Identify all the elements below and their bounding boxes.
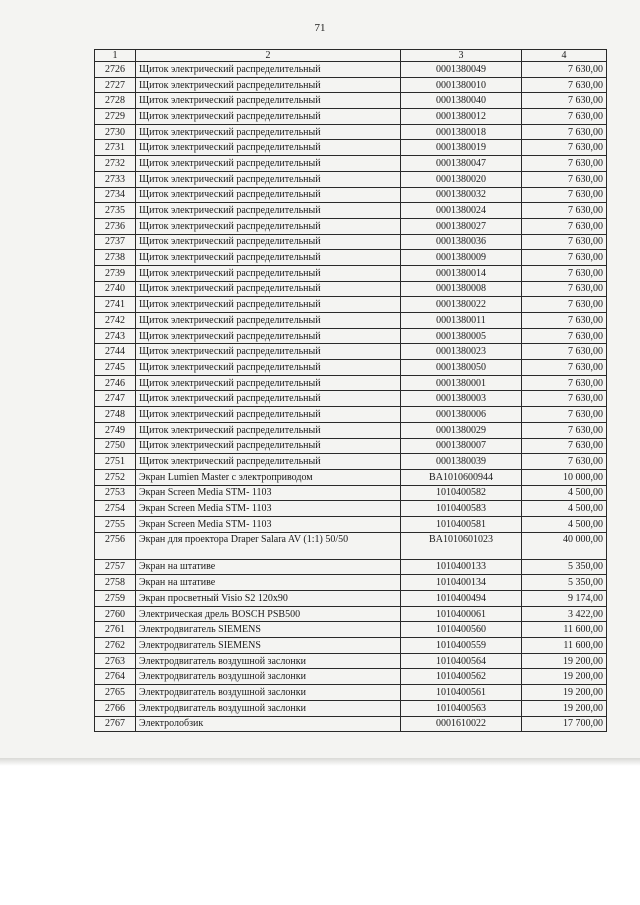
table-row <box>95 391 607 407</box>
table-row <box>95 591 607 607</box>
item-name: Экран на штативе <box>136 575 401 591</box>
row-number: 2735 <box>95 203 136 219</box>
item-name: Экран Screen Media STM- 1103 <box>136 501 401 517</box>
table-row <box>95 109 607 125</box>
item-cost: 7 630,00 <box>522 281 607 297</box>
row-number: 2764 <box>95 669 136 685</box>
item-cost: 7 630,00 <box>522 344 607 360</box>
table-row <box>95 250 607 266</box>
row-number: 2728 <box>95 93 136 109</box>
row-number: 2744 <box>95 344 136 360</box>
row-number: 2749 <box>95 422 136 438</box>
item-cost: 7 630,00 <box>522 438 607 454</box>
table-row <box>95 422 607 438</box>
item-name: Щиток электрический распределительный <box>136 234 401 250</box>
header-col-4: 4 <box>522 50 607 62</box>
item-name: Щиток электрический распределительный <box>136 140 401 156</box>
row-number: 2759 <box>95 591 136 607</box>
row-number: 2755 <box>95 516 136 532</box>
row-number: 2746 <box>95 375 136 391</box>
row-number: 2731 <box>95 140 136 156</box>
table-row <box>95 360 607 376</box>
row-number: 2738 <box>95 250 136 266</box>
item-name: Электродвигатель воздушной заслонки <box>136 685 401 701</box>
table-row <box>95 62 607 78</box>
table-row <box>95 328 607 344</box>
item-cost: 7 630,00 <box>522 297 607 313</box>
table-row <box>95 187 607 203</box>
item-cost: 4 500,00 <box>522 516 607 532</box>
item-name: Электродвигатель воздушной заслонки <box>136 669 401 685</box>
inventory-code: 0001380049 <box>401 62 522 78</box>
scan-edge <box>0 758 640 766</box>
inventory-code: 0001380018 <box>401 124 522 140</box>
table-row <box>95 653 607 669</box>
table-header-row <box>95 50 607 62</box>
item-cost: 11 600,00 <box>522 622 607 638</box>
row-number: 2742 <box>95 313 136 329</box>
item-name: Экран Lumien Master с электроприводом <box>136 469 401 485</box>
item-cost: 10 000,00 <box>522 469 607 485</box>
table-row <box>95 638 607 654</box>
table-row <box>95 93 607 109</box>
inventory-code: 0001380032 <box>401 187 522 203</box>
item-name: Электролобзик <box>136 716 401 732</box>
table-row <box>95 685 607 701</box>
inventory-code: 0001380019 <box>401 140 522 156</box>
item-name: Экран Screen Media STM- 1103 <box>136 485 401 501</box>
row-number: 2756 <box>95 532 136 559</box>
item-name: Экран на штативе <box>136 559 401 575</box>
item-cost: 7 630,00 <box>522 265 607 281</box>
item-cost: 4 500,00 <box>522 485 607 501</box>
row-number: 2767 <box>95 716 136 732</box>
inventory-code: 0001380040 <box>401 93 522 109</box>
row-number: 2734 <box>95 187 136 203</box>
item-name: Щиток электрический распределительный <box>136 77 401 93</box>
page-number: 71 <box>314 22 326 34</box>
item-name: Щиток электрический распределительный <box>136 454 401 470</box>
inventory-code: 0001380012 <box>401 109 522 125</box>
inventory-code: 0001380027 <box>401 218 522 234</box>
item-name: Щиток электрический распределительный <box>136 218 401 234</box>
inventory-code: 1010400134 <box>401 575 522 591</box>
item-cost: 7 630,00 <box>522 250 607 266</box>
item-name: Щиток электрический распределительный <box>136 171 401 187</box>
row-number: 2730 <box>95 124 136 140</box>
inventory-code: 1010400559 <box>401 638 522 654</box>
item-cost: 7 630,00 <box>522 156 607 172</box>
item-cost: 11 600,00 <box>522 638 607 654</box>
header-col-3: 3 <box>401 50 522 62</box>
inventory-code: 0001380022 <box>401 297 522 313</box>
item-name: Щиток электрический распределительный <box>136 265 401 281</box>
inventory-code: 1010400583 <box>401 501 522 517</box>
inventory-code: 1010400561 <box>401 685 522 701</box>
inventory-code: 0001380050 <box>401 360 522 376</box>
table-row <box>95 77 607 93</box>
inventory-code: BA1010600944 <box>401 469 522 485</box>
table-row <box>95 716 607 732</box>
inventory-code: BA1010601023 <box>401 532 522 559</box>
item-name: Щиток электрический распределительный <box>136 93 401 109</box>
table-row <box>95 469 607 485</box>
row-number: 2752 <box>95 469 136 485</box>
item-name: Щиток электрический распределительный <box>136 124 401 140</box>
table-row <box>95 265 607 281</box>
item-name: Щиток электрический распределительный <box>136 250 401 266</box>
item-cost: 7 630,00 <box>522 375 607 391</box>
inventory-code: 0001380008 <box>401 281 522 297</box>
inventory-code: 0001380011 <box>401 313 522 329</box>
inventory-code: 0001380003 <box>401 391 522 407</box>
item-name: Щиток электрический распределительный <box>136 109 401 125</box>
item-name: Экран Screen Media STM- 1103 <box>136 516 401 532</box>
table-row <box>95 606 607 622</box>
row-number: 2766 <box>95 700 136 716</box>
inventory-code: 0001380039 <box>401 454 522 470</box>
row-number: 2727 <box>95 77 136 93</box>
row-number: 2737 <box>95 234 136 250</box>
row-number: 2732 <box>95 156 136 172</box>
row-number: 2726 <box>95 62 136 78</box>
row-number: 2739 <box>95 265 136 281</box>
table-row <box>95 156 607 172</box>
inventory-code: 0001380001 <box>401 375 522 391</box>
item-name: Щиток электрический распределительный <box>136 438 401 454</box>
item-name: Щиток электрический распределительный <box>136 187 401 203</box>
table-row <box>95 218 607 234</box>
row-number: 2753 <box>95 485 136 501</box>
inventory-code: 0001380024 <box>401 203 522 219</box>
item-cost: 5 350,00 <box>522 559 607 575</box>
row-number: 2754 <box>95 501 136 517</box>
row-number: 2762 <box>95 638 136 654</box>
inventory-code: 1010400494 <box>401 591 522 607</box>
item-name: Щиток электрический распределительный <box>136 203 401 219</box>
table-row <box>95 700 607 716</box>
item-cost: 40 000,00 <box>522 532 607 559</box>
table-row <box>95 375 607 391</box>
item-name: Щиток электрический распределительный <box>136 297 401 313</box>
inventory-code: 0001380009 <box>401 250 522 266</box>
table-row <box>95 203 607 219</box>
item-cost: 7 630,00 <box>522 77 607 93</box>
item-name: Щиток электрический распределительный <box>136 422 401 438</box>
table-row <box>95 532 607 559</box>
row-number: 2741 <box>95 297 136 313</box>
inventory-code: 0001380006 <box>401 407 522 423</box>
table-row <box>95 281 607 297</box>
item-name: Электродвигатель SIEMENS <box>136 638 401 654</box>
header-col-2: 2 <box>136 50 401 62</box>
item-name: Щиток электрический распределительный <box>136 344 401 360</box>
inventory-code: 0001380020 <box>401 171 522 187</box>
item-cost: 4 500,00 <box>522 501 607 517</box>
item-name: Экран для проектора Draper Salara AV (1:1) 50/50 <box>136 532 401 559</box>
row-number: 2729 <box>95 109 136 125</box>
inventory-code: 0001380014 <box>401 265 522 281</box>
table-row <box>95 575 607 591</box>
item-cost: 17 700,00 <box>522 716 607 732</box>
inventory-code: 1010400563 <box>401 700 522 716</box>
item-cost: 3 422,00 <box>522 606 607 622</box>
table-row <box>95 559 607 575</box>
inventory-table <box>94 49 607 732</box>
item-cost: 7 630,00 <box>522 328 607 344</box>
inventory-code: 1010400581 <box>401 516 522 532</box>
item-cost: 19 200,00 <box>522 685 607 701</box>
row-number: 2750 <box>95 438 136 454</box>
table-row <box>95 140 607 156</box>
item-cost: 7 630,00 <box>522 109 607 125</box>
item-name: Электрическая дрель BOSCH PSB500 <box>136 606 401 622</box>
inventory-code: 0001610022 <box>401 716 522 732</box>
inventory-code: 1010400582 <box>401 485 522 501</box>
item-cost: 7 630,00 <box>522 62 607 78</box>
row-number: 2757 <box>95 559 136 575</box>
item-cost: 7 630,00 <box>522 422 607 438</box>
item-name: Экран просветный Visio S2 120x90 <box>136 591 401 607</box>
row-number: 2758 <box>95 575 136 591</box>
item-name: Щиток электрический распределительный <box>136 62 401 78</box>
item-cost: 7 630,00 <box>522 187 607 203</box>
item-name: Щиток электрический распределительный <box>136 375 401 391</box>
item-name: Щиток электрический распределительный <box>136 328 401 344</box>
row-number: 2747 <box>95 391 136 407</box>
row-number: 2733 <box>95 171 136 187</box>
item-name: Электродвигатель воздушной заслонки <box>136 700 401 716</box>
header-col-1: 1 <box>95 50 136 62</box>
inventory-code: 0001380005 <box>401 328 522 344</box>
table-row <box>95 171 607 187</box>
item-cost: 19 200,00 <box>522 700 607 716</box>
inventory-code: 0001380023 <box>401 344 522 360</box>
item-cost: 7 630,00 <box>522 124 607 140</box>
item-cost: 7 630,00 <box>522 93 607 109</box>
row-number: 2745 <box>95 360 136 376</box>
row-number: 2743 <box>95 328 136 344</box>
inventory-code: 1010400061 <box>401 606 522 622</box>
item-name: Щиток электрический распределительный <box>136 156 401 172</box>
table-body <box>95 62 607 732</box>
row-number: 2763 <box>95 653 136 669</box>
item-name: Щиток электрический распределительный <box>136 407 401 423</box>
table-row <box>95 438 607 454</box>
item-name: Щиток электрический распределительный <box>136 313 401 329</box>
inventory-code: 0001380010 <box>401 77 522 93</box>
item-name: Электродвигатель SIEMENS <box>136 622 401 638</box>
item-cost: 7 630,00 <box>522 454 607 470</box>
table-row <box>95 485 607 501</box>
row-number: 2765 <box>95 685 136 701</box>
item-cost: 7 630,00 <box>522 171 607 187</box>
table-row <box>95 622 607 638</box>
item-cost: 7 630,00 <box>522 391 607 407</box>
item-cost: 7 630,00 <box>522 360 607 376</box>
row-number: 2760 <box>95 606 136 622</box>
inventory-code: 0001380047 <box>401 156 522 172</box>
item-cost: 7 630,00 <box>522 218 607 234</box>
item-name: Щиток электрический распределительный <box>136 281 401 297</box>
item-cost: 7 630,00 <box>522 234 607 250</box>
item-cost: 7 630,00 <box>522 140 607 156</box>
item-cost: 19 200,00 <box>522 669 607 685</box>
inventory-code: 1010400560 <box>401 622 522 638</box>
item-cost: 7 630,00 <box>522 203 607 219</box>
table-row <box>95 454 607 470</box>
row-number: 2761 <box>95 622 136 638</box>
inventory-code: 0001380029 <box>401 422 522 438</box>
row-number: 2736 <box>95 218 136 234</box>
item-name: Щиток электрический распределительный <box>136 360 401 376</box>
inventory-code: 1010400562 <box>401 669 522 685</box>
table-row <box>95 669 607 685</box>
table-row <box>95 407 607 423</box>
table-row <box>95 297 607 313</box>
item-cost: 5 350,00 <box>522 575 607 591</box>
item-cost: 7 630,00 <box>522 407 607 423</box>
item-name: Электродвигатель воздушной заслонки <box>136 653 401 669</box>
inventory-code: 0001380007 <box>401 438 522 454</box>
table-row <box>95 313 607 329</box>
inventory-code: 0001380036 <box>401 234 522 250</box>
table-row <box>95 344 607 360</box>
table-row <box>95 501 607 517</box>
inventory-code: 1010400133 <box>401 559 522 575</box>
table-row <box>95 516 607 532</box>
item-cost: 7 630,00 <box>522 313 607 329</box>
item-cost: 9 174,00 <box>522 591 607 607</box>
table-row <box>95 124 607 140</box>
table-row <box>95 234 607 250</box>
row-number: 2748 <box>95 407 136 423</box>
row-number: 2751 <box>95 454 136 470</box>
inventory-code: 1010400564 <box>401 653 522 669</box>
item-name: Щиток электрический распределительный <box>136 391 401 407</box>
item-cost: 19 200,00 <box>522 653 607 669</box>
row-number: 2740 <box>95 281 136 297</box>
